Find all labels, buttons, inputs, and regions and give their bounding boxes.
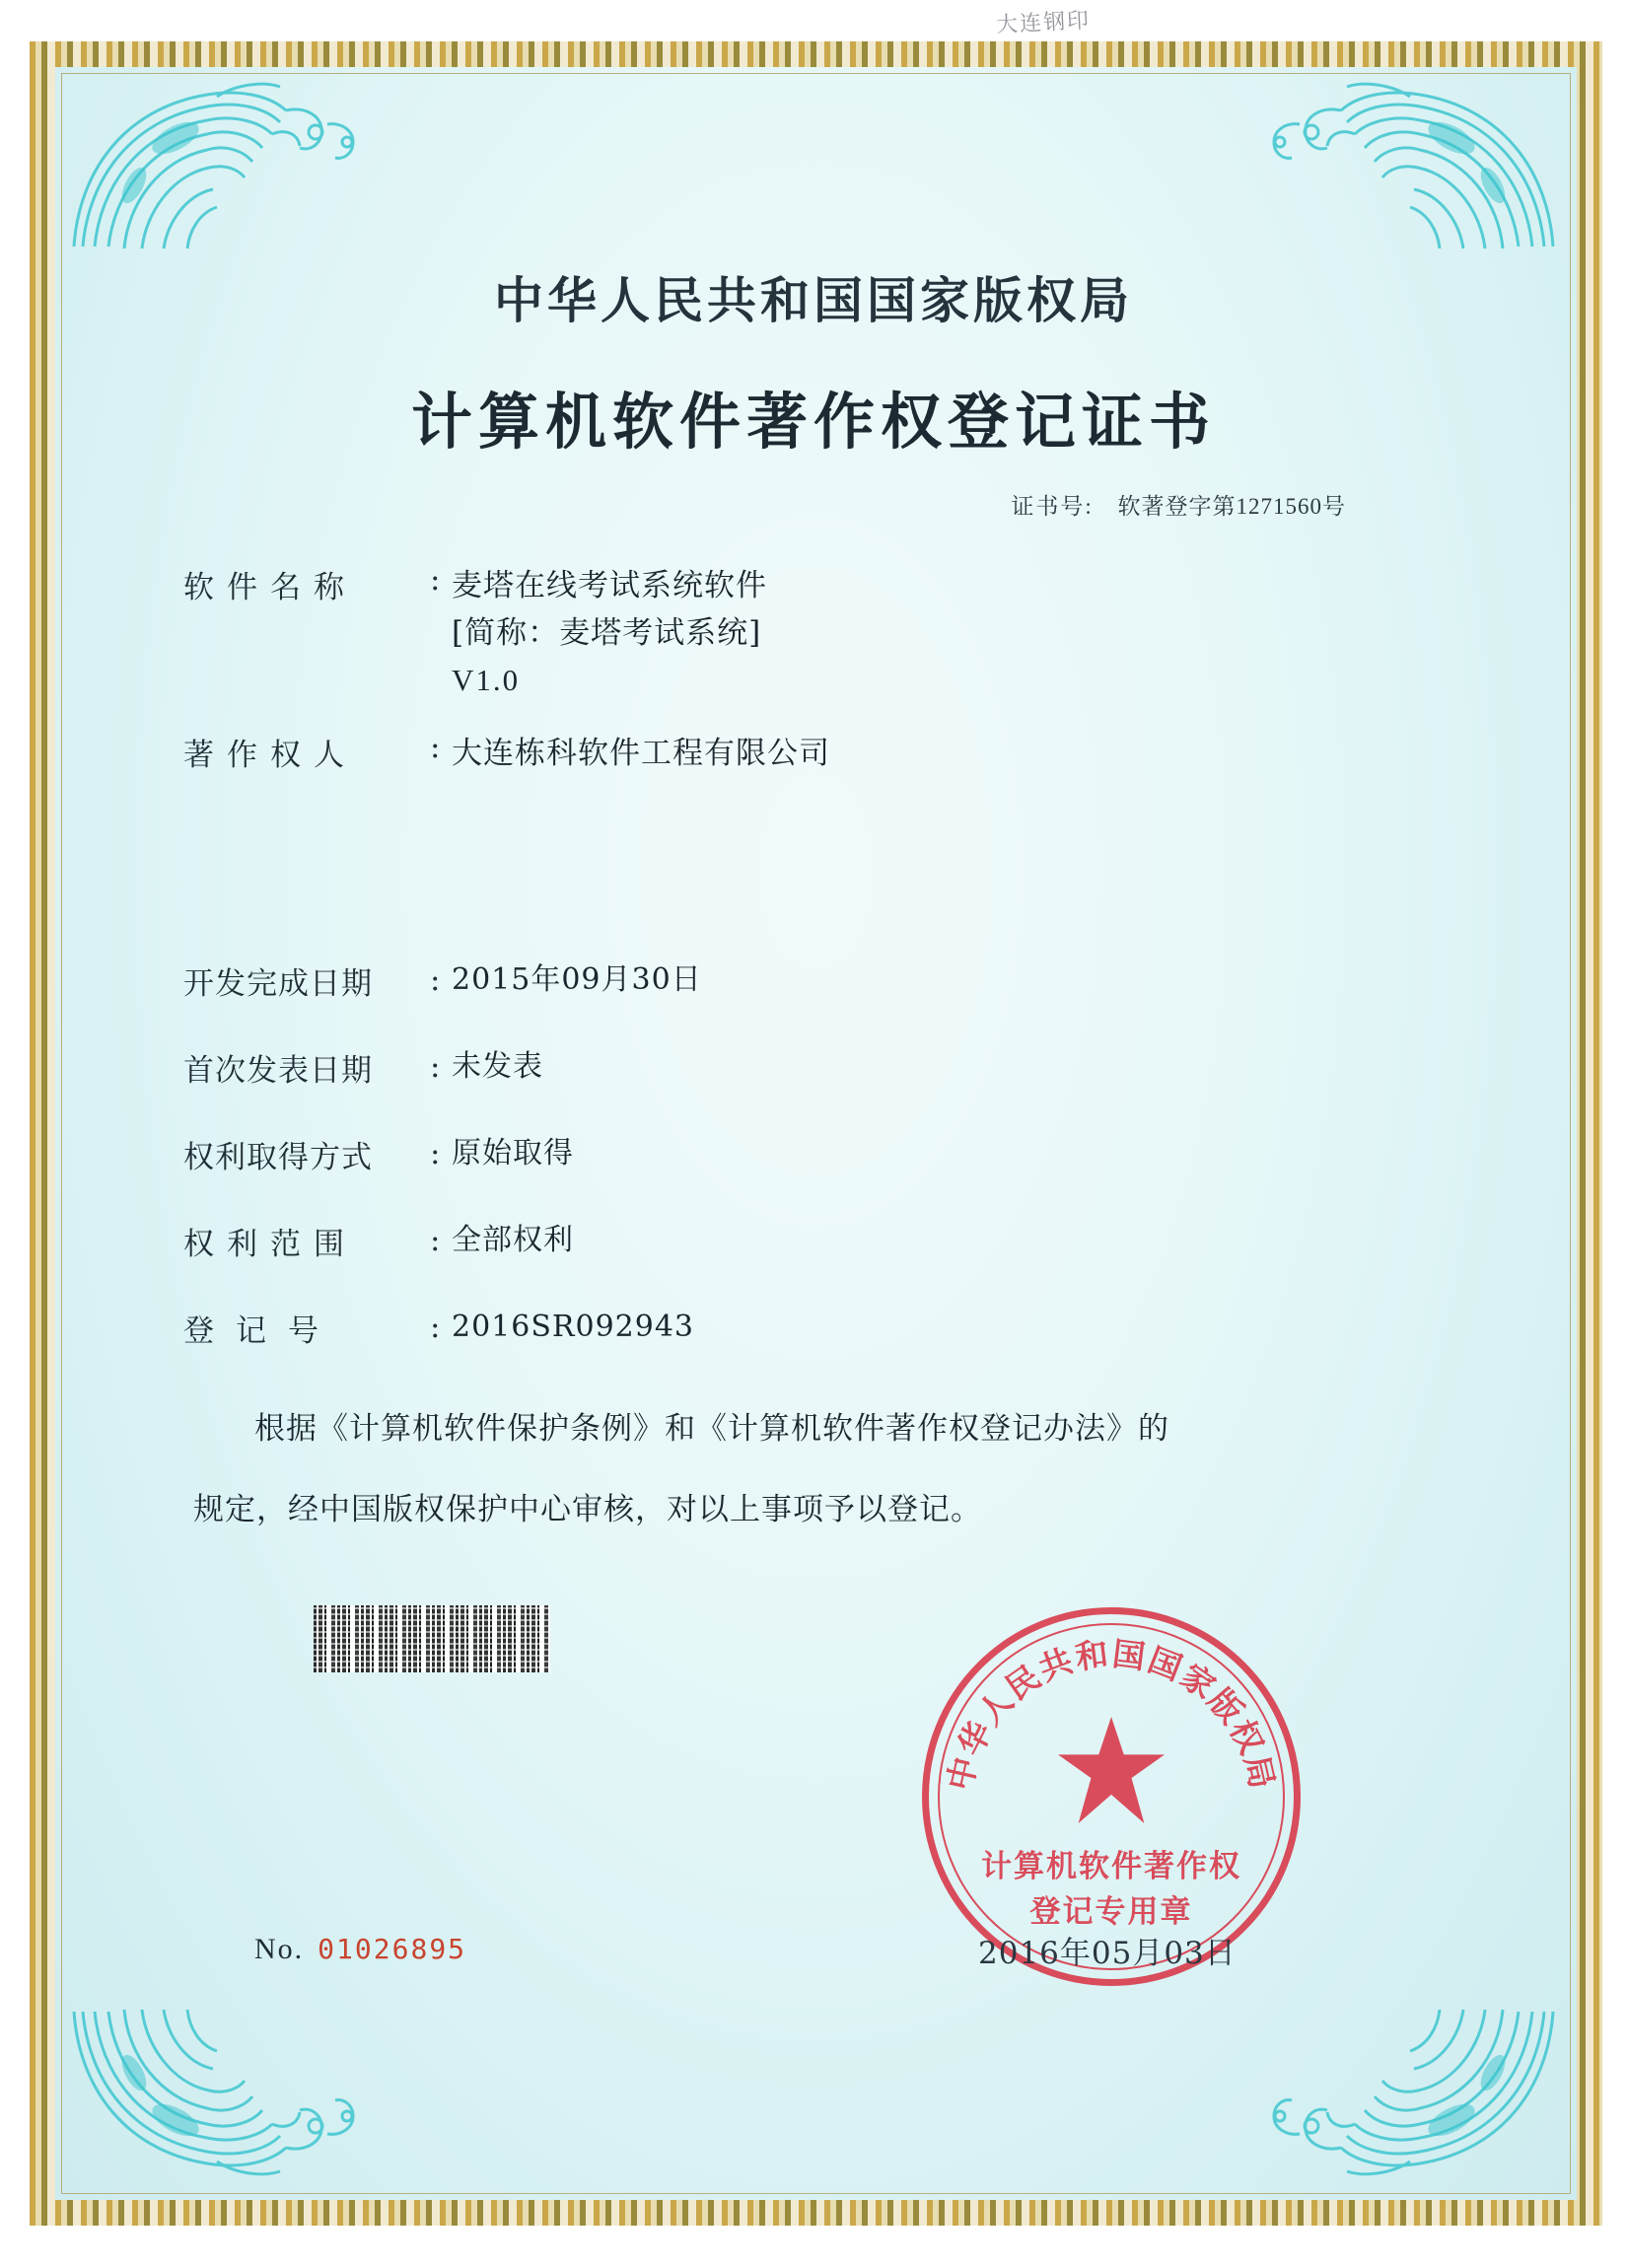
software-name-version: V1.0	[452, 663, 521, 697]
scope-value: 全部权利	[452, 1223, 574, 1257]
issuer-heading: 中华人民共和国国家版权局	[494, 271, 1133, 329]
field-registration-number	[183, 1284, 1436, 1371]
dev-complete-label: 开发完成日期	[183, 965, 373, 1002]
field-list	[183, 562, 1436, 1371]
colon: :	[430, 1136, 441, 1171]
certificate-number	[1011, 488, 1346, 521]
field-first-publish-date	[183, 1024, 1436, 1110]
serial-number	[254, 1933, 466, 1966]
colon: :	[430, 1223, 441, 1258]
acquisition-value: 原始取得	[452, 1136, 574, 1170]
statement-line-2: 规定，经中国版权保护中心审核，对以上事项予以登记。	[193, 1492, 982, 1527]
first-publish-value: 未发表	[452, 1049, 543, 1084]
colon: :	[430, 962, 441, 998]
handwritten-annotation: 大连钢印	[995, 7, 1092, 37]
certificate-number-label: 证书号:	[1011, 494, 1094, 519]
serial-value: 01026895	[318, 1933, 467, 1965]
field-software-name	[183, 562, 1436, 730]
seal-line-1: 计算机软件著作权	[981, 1849, 1241, 1884]
software-name-line2: [简称：麦塔考试系统]	[452, 615, 762, 651]
certificate-number-value: 软著登字第1271560号	[1117, 494, 1346, 519]
colon: :	[430, 562, 441, 598]
statement-paragraph	[193, 1388, 1436, 1550]
barcode	[314, 1605, 550, 1672]
copyright-owner-value: 大连栋科软件工程有限公司	[452, 736, 830, 771]
software-name-line1: 麦塔在线考试系统软件	[452, 568, 767, 603]
colon: :	[430, 1310, 441, 1345]
first-publish-label: 首次发表日期	[183, 1052, 373, 1089]
seal-line-2: 登记专用章	[1029, 1894, 1193, 1930]
colon: :	[430, 730, 441, 765]
software-name-label: 软件名称	[183, 570, 357, 605]
registration-value: 2016SR092943	[452, 1310, 695, 1344]
field-copyright-owner	[183, 730, 1436, 848]
statement-line-1: 根据《计算机软件保护条例》和《计算机软件著作权登记办法》的	[254, 1411, 1169, 1447]
acquisition-label: 权利取得方式	[183, 1139, 373, 1175]
seal-date: 2016年05月03日	[978, 1936, 1237, 1971]
field-dev-complete-date	[183, 937, 1436, 1024]
serial-label: No.	[254, 1933, 305, 1965]
scope-label: 权利范围	[183, 1226, 357, 1262]
software-name-value	[452, 562, 767, 704]
spacer	[183, 848, 1436, 937]
seal-arc-label: 中华人民共和国国家版权局	[940, 1634, 1283, 1795]
registration-label: 登记号	[183, 1312, 340, 1349]
field-acquisition-method	[183, 1110, 1436, 1197]
document-title: 计算机软件著作权登记证书	[410, 386, 1216, 458]
field-rights-scope	[183, 1197, 1436, 1284]
copyright-owner-label: 著作权人	[183, 738, 357, 773]
colon: :	[430, 1049, 441, 1085]
dev-complete-value: 2015年09月30日	[452, 962, 702, 997]
